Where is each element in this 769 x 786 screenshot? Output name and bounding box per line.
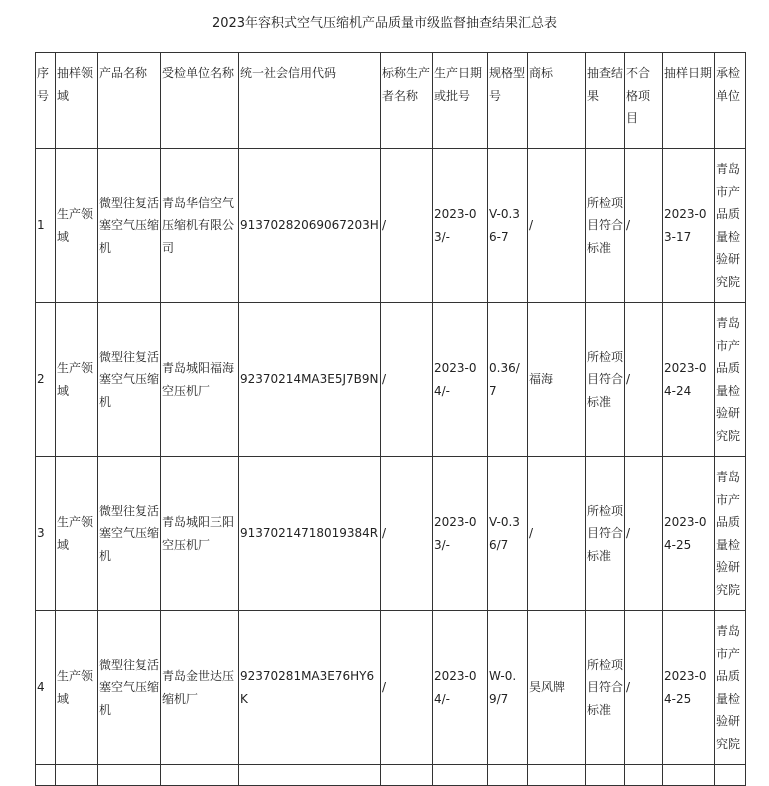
cell-model: V-0.36/7	[488, 457, 528, 611]
cell-nominal-producer: /	[381, 303, 433, 457]
cell-index: 1	[36, 149, 56, 303]
header-result: 抽查结果	[586, 53, 625, 149]
cell-sampling-area: 生产领域	[56, 303, 98, 457]
header-nominal-producer: 标称生产者名称	[381, 53, 433, 149]
cell-result: 所检项目符合标准	[586, 457, 625, 611]
cell-inspected-unit: 青岛城阳三阳空压机厂	[161, 457, 239, 611]
cell-result: 所检项目符合标准	[586, 611, 625, 765]
cell-sampling-date: 2023-04-25	[663, 457, 715, 611]
cell-model: 0.36/7	[488, 303, 528, 457]
cell-credit-code: 91370282069067203H	[239, 149, 381, 303]
results-table	[35, 52, 746, 786]
cell-result: 所检项目符合标准	[586, 149, 625, 303]
cell-trademark: 福海	[528, 303, 586, 457]
cell-inspected-unit: 青岛城阳福海空压机厂	[161, 303, 239, 457]
cell-trademark: /	[528, 149, 586, 303]
cell-product-name: 微型往复活塞空气压缩机	[98, 303, 161, 457]
cell-index: 4	[36, 611, 56, 765]
cell-result: 所检项目符合标准	[586, 303, 625, 457]
cell-credit-code: 92370214MA3E5J7B9N	[239, 303, 381, 457]
cell-production-date: 2023-04/-	[433, 611, 488, 765]
header-index: 序号	[36, 53, 56, 149]
header-trademark: 商标	[528, 53, 586, 149]
cell-production-date: 2023-04/-	[433, 303, 488, 457]
cell-nominal-producer: /	[381, 457, 433, 611]
cell-trademark: /	[528, 457, 586, 611]
header-production-date: 生产日期或批号	[433, 53, 488, 149]
table-row	[36, 457, 746, 611]
header-sampling-area: 抽样领域	[56, 53, 98, 149]
cell-testing-institution: 青岛市产品质量检验研究院	[715, 149, 746, 303]
cell-sampling-area: 生产领域	[56, 149, 98, 303]
cell-sampling-date: 2023-04-25	[663, 611, 715, 765]
table-row-partial	[36, 765, 746, 786]
cell-failed-items: /	[625, 611, 663, 765]
cell-production-date: 2023-03/-	[433, 149, 488, 303]
cell-model: V-0.36-7	[488, 149, 528, 303]
cell-testing-institution: 青岛市产品质量检验研究院	[715, 611, 746, 765]
header-testing-institution: 承检单位	[715, 53, 746, 149]
cell-model: W-0.9/7	[488, 611, 528, 765]
cell-testing-institution: 青岛市产品质量检验研究院	[715, 457, 746, 611]
cell-credit-code: 91370214718019384R	[239, 457, 381, 611]
cell-index: 2	[36, 303, 56, 457]
cell-production-date: 2023-03/-	[433, 457, 488, 611]
header-model: 规格型号	[488, 53, 528, 149]
cell-credit-code: 92370281MA3E76HY6K	[239, 611, 381, 765]
header-row	[36, 53, 746, 149]
cell-failed-items: /	[625, 457, 663, 611]
cell-nominal-producer: /	[381, 149, 433, 303]
cell-failed-items: /	[625, 149, 663, 303]
cell-inspected-unit: 青岛华信空气压缩机有限公司	[161, 149, 239, 303]
table-row	[36, 303, 746, 457]
cell-sampling-area: 生产领域	[56, 611, 98, 765]
cell-testing-institution: 青岛市产品质量检验研究院	[715, 303, 746, 457]
cell-nominal-producer: /	[381, 611, 433, 765]
cell-sampling-area: 生产领域	[56, 457, 98, 611]
cell-product-name: 微型往复活塞空气压缩机	[98, 149, 161, 303]
header-inspected-unit: 受检单位名称	[161, 53, 239, 149]
header-product-name: 产品名称	[98, 53, 161, 149]
header-failed-items: 不合格项目	[625, 53, 663, 149]
page-title: 2023年容积式空气压缩机产品质量市级监督抽查结果汇总表	[211, 16, 558, 31]
cell-inspected-unit: 青岛金世达压缩机厂	[161, 611, 239, 765]
cell-product-name: 微型往复活塞空气压缩机	[98, 611, 161, 765]
cell-sampling-date: 2023-04-24	[663, 303, 715, 457]
cell-sampling-date: 2023-03-17	[663, 149, 715, 303]
header-sampling-date: 抽样日期	[663, 53, 715, 149]
table-row	[36, 149, 746, 303]
cell-trademark: 昊风牌	[528, 611, 586, 765]
cell-failed-items: /	[625, 303, 663, 457]
table-row	[36, 611, 746, 765]
cell-index: 3	[36, 457, 56, 611]
header-credit-code: 统一社会信用代码	[239, 53, 381, 149]
cell-product-name: 微型往复活塞空气压缩机	[98, 457, 161, 611]
